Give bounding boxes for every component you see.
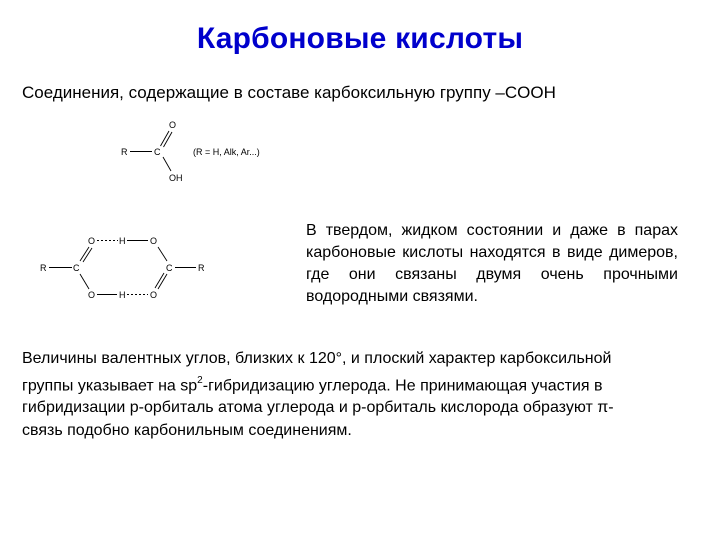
paragraph-line-3: гибридизации р-орбиталь атома углерода и р-орбиталь кислорода образуют π- [22,399,614,417]
double-bond-line-b [164,132,173,147]
dimer-c-o-right-top [158,247,167,261]
dimer-h-top: H [119,236,126,246]
intro-text: Соединения, содержащие в составе карбоксильную группу –COOH [22,83,556,102]
dimer-o-top-right: O [150,236,158,246]
dimer-c-right: C [166,263,173,273]
formula-r: R [121,147,128,157]
formula-oxygen-top: O [169,120,177,130]
page-title: Карбоновые кислоты [196,22,524,55]
sp2-superscript: 2 [197,374,203,386]
formula-carbon: C [154,147,161,157]
c-oh-bond [163,157,171,171]
paragraph-line-2b: -гибридизацию углерода. Не принимающая участия в [202,376,603,394]
double-bond-line-a [161,131,170,146]
dimer-r-right: R [198,263,205,273]
paragraph-line-1: Величины валентных углов, близких к 120°, и плоский характер карбоксильной [22,350,612,367]
formula-note: (R = H, Alk, Ar...) [193,147,260,157]
paragraph-line-2a: группы указывает на sp [22,376,198,394]
formula-hydroxyl: OH [169,173,183,183]
hybridization-paragraph [22,348,690,442]
dimer-o-bottom-right: O [150,290,158,300]
dimer-c-o-left-bottom [80,274,89,289]
paragraph-line-4: связь подобно карбонильным соединениям. [22,421,352,439]
dimer-r-left: R [40,263,47,273]
dimer-o-bottom-left: O [88,290,96,300]
dimer-o-top-left: O [88,236,96,246]
dimer-h-bottom: H [119,290,126,300]
dimer-c-left: C [73,263,80,273]
dimer-description: В твердом, жидком состоянии и даже в парах карбоновые кислоты находятся в виде димеров, где они связаны двумя очень прочными водородными связями. [306,222,678,305]
paragraph-line-2 [22,371,690,398]
